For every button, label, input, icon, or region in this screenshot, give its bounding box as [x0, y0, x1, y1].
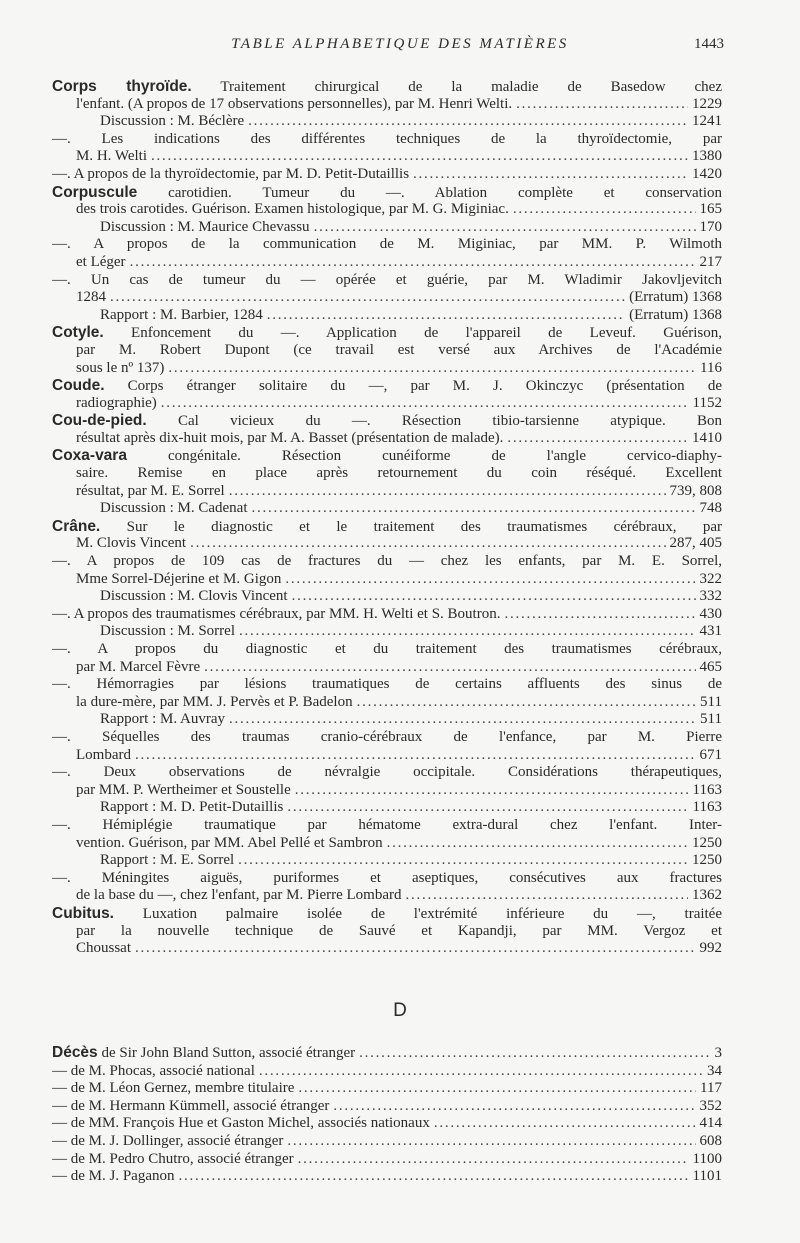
entry-text [76, 535, 186, 553]
entry-page-ref: 1152 [692, 394, 722, 411]
entry-line-text: 1284 [76, 289, 106, 306]
entry-line-text: résultat après dix-huit mois, par M. A. Basset (présentation de malade). [76, 429, 504, 446]
entry-line-text: — de MM. François Hue et Gaston Michel, associés nationaux [52, 1115, 430, 1132]
entry-line-text: —. Méningites aiguës, puriformes et aseptiques, consécutives aux fractures [52, 869, 722, 886]
entry-line-text: par M. Marcel Fèvre [76, 658, 201, 675]
index-entry [52, 870, 722, 905]
entry-text [52, 606, 500, 624]
entry-line-text: —. A propos du diagnostic et du traitement des traumatismes cérébraux, [52, 641, 722, 657]
index-line [52, 1080, 722, 1098]
leader-dots [513, 201, 696, 219]
leader-dots [168, 360, 696, 378]
index-line [52, 360, 722, 378]
index-line [52, 641, 722, 659]
entry-line-text: —. Un cas de tumeur du — opérée et guérie, par M. Wladimir Jakovljevitch [52, 271, 722, 288]
index-line [52, 623, 722, 641]
leader-dots [252, 500, 696, 518]
entry-page-ref: 1250 [692, 852, 722, 869]
entry-page-ref: 1229 [692, 95, 722, 112]
leader-dots [413, 166, 688, 184]
entry-line-text: —. A propos de 109 cas de fractures du — chez les enfants, par M. E. Sorrel, [52, 553, 722, 570]
index-entry [52, 553, 722, 606]
index-line [52, 817, 722, 835]
index-line [52, 1168, 722, 1186]
section-letter: D [393, 1000, 407, 1021]
index-line [52, 254, 722, 272]
entry-line-text: — de M. Phocas, associé national [52, 1062, 255, 1079]
entry-line-text: de la base du —, chez l'enfant, par M. Pierre Lombard [76, 887, 402, 904]
entry-page-ref: 170 [699, 218, 722, 235]
index-entry [52, 131, 722, 166]
entry-page-ref: 165 [699, 201, 722, 218]
index-entry [52, 606, 722, 641]
entry-line-text: — de M. Léon Gernez, membre titulaire [52, 1080, 295, 1097]
entry-page-ref: 1380 [692, 148, 722, 165]
entry-page-ref: 322 [699, 570, 722, 587]
entry-text [100, 588, 288, 606]
entry-page-ref: 1163 [692, 799, 722, 816]
entry-text [76, 483, 225, 501]
leader-dots [295, 782, 689, 800]
index-line [52, 553, 722, 571]
index-line [52, 184, 722, 202]
entry-page-ref: 511 [700, 711, 722, 728]
index-line [52, 483, 722, 501]
entry-page-ref: 748 [699, 500, 722, 517]
leader-dots [110, 289, 625, 307]
leader-dots [151, 148, 688, 166]
leader-dots [135, 747, 696, 765]
entry-line-text: Luxation palmaire isolée de l'extrémité inférieure du —, traitée [114, 905, 722, 922]
entry-page-ref: (Erratum) 1368 [629, 306, 722, 323]
index-line [52, 395, 722, 413]
index-line [52, 1115, 722, 1133]
leader-dots [314, 219, 696, 237]
entry-line-text: Sur le diagnostic et le traitement des traumatismes cérébraux, par [100, 518, 722, 535]
index-line [52, 852, 722, 870]
entry-text [76, 659, 200, 677]
entry-text [52, 1168, 175, 1186]
entry-line-text: — de M. Pedro Chutro, associé étranger [52, 1150, 294, 1167]
index-line [52, 236, 722, 254]
leader-dots [507, 430, 688, 448]
index-line [52, 518, 722, 536]
entry-page-ref: 1362 [692, 887, 722, 904]
entry-page-ref: 1410 [692, 429, 722, 446]
index-line [52, 342, 722, 360]
index-line [52, 571, 722, 589]
entry-page-ref: 116 [700, 359, 722, 376]
entry-page-ref: 671 [699, 746, 722, 763]
entry-keyword: Coxa-vara [52, 447, 127, 465]
leader-dots [248, 113, 688, 131]
entry-text [52, 1098, 329, 1116]
index-line [52, 447, 722, 465]
index-line [52, 307, 722, 325]
leader-dots [298, 1151, 689, 1169]
entry-text [76, 96, 512, 114]
entry-line-text: vention. Guérison, par MM. Abel Pellé et Sambron [76, 834, 383, 851]
entry-text [76, 395, 157, 413]
index-line [52, 659, 722, 677]
index-line [52, 324, 722, 342]
index-line [52, 148, 722, 166]
entry-line-text: — de M. J. Dollinger, associé étranger [52, 1132, 284, 1149]
entry-line-text: Traitement chirurgical de la maladie de Basedow chez [191, 79, 722, 95]
entry-line-text: Enfoncement du —. Application de l'appareil de Leveuf. Guérison, [103, 325, 722, 342]
entry-page-ref: 1100 [692, 1150, 722, 1167]
index-entry [52, 78, 722, 131]
leader-dots [190, 535, 665, 553]
entry-line-text: et Léger [76, 253, 126, 270]
leader-dots [259, 1063, 703, 1081]
entry-line-text: —. Séquelles des traumas cranio-cérébraux de l'enfance, par M. Pierre [52, 728, 722, 745]
entry-text [100, 219, 310, 237]
index-entry [52, 447, 722, 517]
index-line [52, 905, 722, 923]
entry-line-text: Discussion : M. Maurice Chevassu [100, 218, 310, 235]
leader-dots [287, 799, 688, 817]
entry-page-ref: 34 [707, 1062, 722, 1079]
index-line [52, 923, 722, 941]
entry-page-ref: 332 [699, 588, 722, 605]
index-section-c [52, 78, 722, 958]
leader-dots [504, 606, 695, 624]
entry-text [76, 940, 131, 958]
leader-dots [359, 1045, 710, 1063]
entry-page-ref: (Erratum) 1368 [629, 289, 722, 306]
leader-dots [292, 588, 696, 606]
entry-line-text: M. Clovis Vincent [76, 535, 187, 552]
entry-keyword: Corpuscule [52, 183, 138, 201]
index-entry [52, 764, 722, 817]
entry-page-ref: 1250 [692, 834, 722, 851]
index-entry [52, 166, 722, 184]
entry-line-text: par la nouvelle technique de Sauvé et Kapandji, par MM. Vergoz et [76, 922, 722, 939]
index-line [52, 412, 722, 430]
leader-dots [130, 254, 696, 272]
index-line [52, 676, 722, 694]
index-entry [52, 272, 722, 325]
entry-line-text: par MM. P. Wertheimer et Soustelle [76, 781, 291, 798]
entry-keyword: Décès [52, 1044, 98, 1061]
index-line [52, 1063, 722, 1081]
entry-line-text: des trois carotides. Guérison. Examen histologique, par M. G. Miginiac. [76, 201, 509, 218]
entry-line-text: —. A propos de la thyroïdectomie, par M. D. Petit-Dutaillis [52, 165, 410, 182]
entry-text [100, 799, 283, 817]
leader-dots [434, 1115, 696, 1133]
index-line [52, 711, 722, 729]
entry-text [52, 1080, 294, 1098]
entry-text [52, 1151, 294, 1169]
index-line [52, 377, 722, 395]
leader-dots [229, 483, 666, 501]
leader-dots [298, 1080, 696, 1098]
entry-keyword: Corps thyroïde. [52, 78, 192, 95]
entry-keyword: Coude. [52, 377, 105, 395]
entry-page-ref: 1241 [692, 113, 722, 130]
entry-page-ref: 117 [700, 1080, 722, 1097]
index-line [52, 96, 722, 114]
entry-line-text: Lombard [76, 746, 131, 763]
entry-text [52, 1115, 430, 1133]
entry-page-ref: 217 [699, 253, 722, 270]
entry-text [76, 835, 383, 853]
entry-line-text: — de M. Hermann Kümmell, associé étranger [52, 1097, 330, 1114]
entry-line-text: —. Hémiplégie traumatique par hématome extra-dural chez l'enfant. Inter- [52, 816, 722, 833]
entry-line-text: carotidien. Tumeur du —. Ablation complète et conservation [137, 184, 722, 201]
entry-page-ref: 608 [699, 1132, 722, 1149]
index-line [52, 887, 722, 905]
entry-keyword: Cou-de-pied. [52, 412, 147, 430]
entry-line-text: Rapport : M. Auvray [100, 711, 225, 728]
index-line [52, 1098, 722, 1116]
index-section-d [52, 1044, 722, 1186]
entry-text [100, 623, 235, 641]
leader-dots [516, 96, 688, 114]
index-line [52, 764, 722, 782]
entry-page-ref: 1101 [692, 1168, 722, 1185]
index-line [52, 835, 722, 853]
entry-text [76, 254, 126, 272]
entry-line-text: Discussion : M. Sorrel [100, 623, 235, 640]
entry-keyword: Cubitus. [52, 904, 114, 922]
index-line [52, 289, 722, 307]
entry-line-text: Corps étranger solitaire du —, par M. J. Okinczyc (présentation de [104, 378, 722, 395]
entry-line-text: Rapport : M. Barbier, 1284 [100, 306, 263, 323]
entry-line-text: résultat, par M. E. Sorrel [76, 482, 225, 499]
entry-text [76, 430, 503, 448]
index-line [52, 78, 722, 96]
index-line [52, 729, 722, 747]
entry-line-text: Cal vicieux du —. Résection tibio-tarsienne atypique. Bon [146, 413, 722, 430]
entry-line-text: Discussion : M. Béclère [100, 113, 245, 130]
entry-text [52, 1044, 355, 1063]
entry-line-text: Discussion : M. Cadenat [100, 500, 248, 517]
entry-text [100, 307, 263, 325]
leader-dots [135, 940, 695, 958]
index-line [52, 272, 722, 290]
entry-line-text: la dure-mère, par MM. J. Pervès et P. Badelon [76, 693, 353, 710]
entry-text [100, 852, 234, 870]
index-line [52, 113, 722, 131]
entry-page-ref: 414 [699, 1115, 722, 1132]
entry-line-text: —. A propos des traumatismes cérébraux, par MM. H. Welti et S. Boutron. [52, 605, 501, 622]
entry-line-text: —. A propos de la communication de M. Miginiac, par MM. P. Wilmoth [52, 236, 722, 253]
entry-page-ref: 465 [699, 658, 722, 675]
index-entry [52, 412, 722, 447]
entry-line-text: — de M. J. Paganon [52, 1168, 175, 1185]
index-entry [52, 184, 722, 237]
leader-dots [285, 571, 695, 589]
index-line [52, 535, 722, 553]
entry-page-ref: 739, 808 [669, 482, 722, 499]
index-entry [52, 377, 722, 412]
entry-text [52, 166, 409, 184]
entry-line-text: sous le nº 137) [76, 359, 165, 376]
entry-line-text: Choussat [76, 940, 132, 957]
entry-line-text: Rapport : M. D. Petit-Dutaillis [100, 799, 284, 816]
index-line [52, 694, 722, 712]
entry-page-ref: 511 [700, 693, 722, 710]
entry-text [76, 887, 402, 905]
leader-dots [204, 659, 695, 677]
index-line [52, 219, 722, 237]
index-entry [52, 641, 722, 676]
index-entry [52, 676, 722, 729]
entry-text [76, 148, 147, 166]
leader-dots [179, 1168, 689, 1186]
entry-text [100, 500, 248, 518]
entry-text [76, 571, 281, 589]
index-entry [52, 729, 722, 764]
entry-page-ref: 1420 [692, 165, 722, 182]
index-entry [52, 518, 722, 553]
index-line [52, 500, 722, 518]
entry-line-text: Discussion : M. Clovis Vincent [100, 588, 288, 605]
leader-dots [287, 1133, 695, 1151]
index-line [52, 201, 722, 219]
leader-dots [406, 887, 689, 905]
leader-dots [229, 711, 696, 729]
index-line [52, 166, 722, 184]
entry-text [52, 1133, 283, 1151]
index-line [52, 606, 722, 624]
entry-line-text: congénitale. Résection cunéiforme de l'angle cervico-diaphy- [126, 448, 722, 465]
page-header [0, 36, 800, 60]
entry-text [52, 1063, 255, 1081]
index-line [52, 940, 722, 958]
index-entry [52, 905, 722, 958]
index-line [52, 782, 722, 800]
entry-page-ref: 430 [699, 605, 722, 622]
entry-line-text: de Sir John Bland Sutton, associé étranger [97, 1045, 356, 1061]
entry-line-text: Rapport : M. E. Sorrel [100, 852, 235, 869]
entry-line-text: —. Deux observations de névralgie occipitale. Considérations thérapeutiques, [52, 764, 722, 781]
entry-line-text: M. H. Welti [76, 148, 148, 165]
leader-dots [238, 852, 688, 870]
leader-dots [239, 623, 696, 641]
entry-text [76, 782, 291, 800]
entry-text [100, 113, 244, 131]
entry-line-text: l'enfant. (A propos de 17 observations personnelles), par M. Henri Welti. [76, 95, 513, 112]
index-line [52, 1044, 722, 1063]
entry-keyword: Crâne. [52, 517, 101, 535]
index-line [52, 1133, 722, 1151]
page-number: 1443 [694, 36, 724, 52]
index-line [52, 747, 722, 765]
index-line [52, 465, 722, 483]
entry-page-ref: 431 [699, 623, 722, 640]
entry-line-text: Mme Sorrel-Déjerine et M. Gigon [76, 570, 282, 587]
entry-text [100, 711, 225, 729]
leader-dots [161, 395, 689, 413]
entry-text [76, 747, 131, 765]
index-line [52, 588, 722, 606]
index-line [52, 870, 722, 888]
entry-page-ref: 352 [699, 1097, 722, 1114]
leader-dots [387, 835, 688, 853]
leader-dots [357, 694, 696, 712]
entry-line-text: saire. Remise en place après retournement du coin réséqué. Excellent [76, 465, 722, 482]
index-entry [52, 817, 722, 870]
index-line [52, 799, 722, 817]
entry-page-ref: 992 [699, 940, 722, 957]
entry-page-ref: 3 [714, 1045, 722, 1061]
entry-text [76, 694, 353, 712]
entry-line-text: radiographie) [76, 394, 157, 411]
entry-text [76, 360, 164, 378]
index-entry [52, 236, 722, 271]
index-line [52, 430, 722, 448]
entry-line-text: —. Les indications des différentes techniques de la thyroïdectomie, par [52, 130, 722, 147]
index-line [52, 1151, 722, 1169]
entry-keyword: Cotyle. [52, 324, 104, 342]
index-line [52, 131, 722, 149]
index-entry [52, 324, 722, 377]
entry-text [76, 289, 106, 307]
leader-dots [267, 307, 625, 325]
entry-page-ref: 1163 [692, 781, 722, 798]
entry-line-text: —. Hémorragies par lésions traumatiques de certains affluents des sinus de [52, 676, 722, 693]
entry-line-text: par M. Robert Dupont (ce travail est versé aux Archives de l'Académie [76, 341, 722, 358]
leader-dots [333, 1098, 695, 1116]
entry-page-ref: 287, 405 [669, 535, 722, 552]
entry-text [76, 201, 509, 219]
running-title: TABLE ALPHABETIQUE DES MATIÈRES [231, 36, 569, 52]
